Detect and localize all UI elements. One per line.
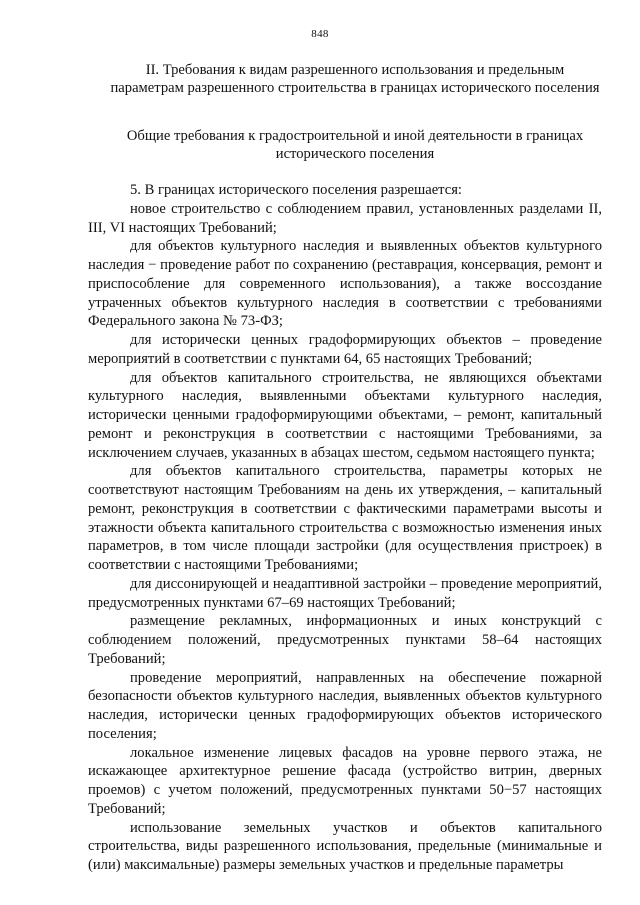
paragraph: для исторически ценных градоформирующих объектов – проведение мероприятий в соответствии с пунктами 64, 65 настоящих Требований; [88, 332, 602, 367]
subsection-title: Общие требования к градостроительной и иной деятельности в границах исторического поселения [126, 128, 584, 162]
paragraph: новое строительство с соблюдением правил, установленных разделами II, III, VI настоящих Требований; [88, 200, 602, 236]
paragraph: для объектов капитального строительства, не являющихся объектами культурного наследия, выявленными объектами культурного наследия, исторически ценными градоформирующими объектами, – ремонт, капитальный ремонт и реконструкция в соответствии с настоящими Требованиями, за исключением случаев, указанных в абзацах шестом, седьмом настоящего пункта; [88, 369, 602, 461]
paragraph: использование земельных участков и объектов капитального строительства, виды разрешенного использования, предельные (минимальные и (или) максимальные) размеры земельных участков и предельные параметры [88, 819, 602, 873]
body-text [88, 181, 602, 875]
paragraph: локальное изменение лицевых фасадов на уровне первого этажа, не искажающее архитектурное решение фасада (устройство витрин, дверных проемов) с учетом положений, предусмотренных пунктами 50−57 настоящих Требований; [88, 744, 602, 817]
paragraph: для диссонирующей и неадаптивной застройки – проведение мероприятий, предусмотренных пунктами 67–69 настоящих Требований; [88, 575, 602, 611]
paragraph: для объектов культурного наследия и выявленных объектов культурного наследия − проведение работ по сохранению (реставрация, консервация, ремонт и приспособление для современного использования), а также воссоздание утраченных объектов культурного наследия в соответствии с требованиями Федерального закона № 73-ФЗ; [88, 238, 602, 330]
paragraph: для объектов капитального строительства, параметры которых не соответствуют настоящим Требованиям на день их утверждения, – капитальный ремонт, реконструкция в соответствии с фактическими параметрами высоты и этажности объекта капитального строительства с возможностью изменения иных параметров, в том числе площади застройки (для осуществления пристроек) в соответствии с настоящими Требованиями; [88, 463, 602, 573]
section-title: II. Требования к видам разрешенного использования и предельным параметрам разрешенного строительства в границах исторического поселения [110, 62, 600, 96]
paragraph-intro: 5. В границах исторического поселения разрешается: [130, 182, 462, 198]
page-number: 848 [311, 28, 329, 40]
paragraph: размещение рекламных, информационных и иных конструкций с соблюдением положений, предусмотренных пунктами 58–64 настоящих Требований; [88, 613, 602, 667]
paragraph: проведение мероприятий, направленных на обеспечение пожарной безопасности объектов культурного наследия, выявленных объектов культурного наследия, исторически ценных градоформирующих объектов исторического поселения; [88, 669, 602, 742]
